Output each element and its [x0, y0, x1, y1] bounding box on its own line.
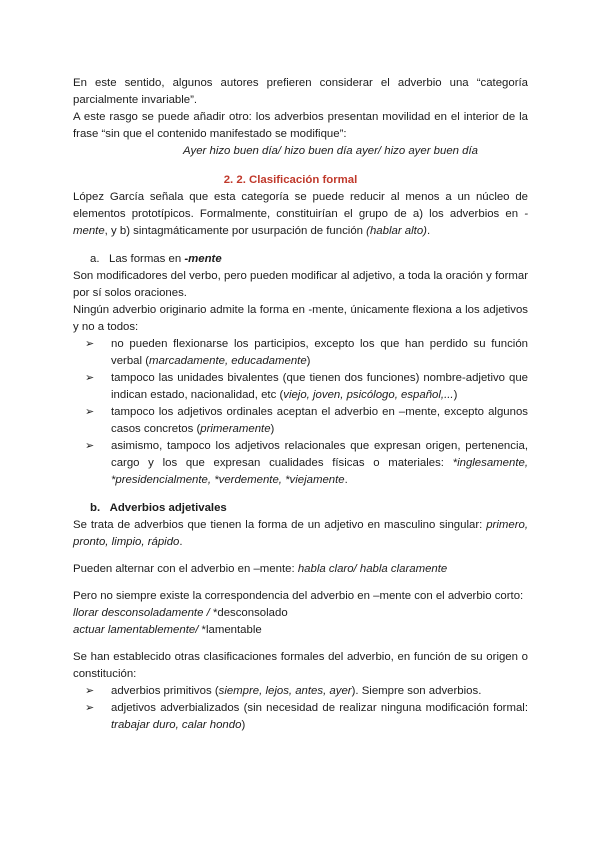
list-item: ➢ no pueden flexionarse los participios, excepto los que han perdido su función verbal (marcadamente, educadamente): [85, 338, 528, 367]
document-body: [73, 75, 528, 734]
list-item: ➢ adjetivos adverbializados (sin necesidad de realizar ninguna modificación formal: trabajar duro, calar hondo): [85, 702, 528, 731]
arrow-bullet-icon: ➢: [85, 406, 95, 418]
list-clasificaciones: [73, 683, 528, 734]
arrow-bullet-icon: ➢: [85, 338, 95, 350]
arrow-bullet-icon: ➢: [85, 440, 95, 452]
paragraph-correspondencia: Pero no siempre existe la correspondencia del adverbio en –mente con el adverbio corto:: [73, 590, 524, 602]
arrow-bullet-icon: ➢: [85, 702, 95, 714]
paragraph-ningun-adverbio: Ningún adverbio originario admite la forma en -mente, únicamente flexiona a los adjetivos y no a todos:: [73, 304, 528, 333]
list-item: ➢ tampoco los adjetivos ordinales aceptan el adverbio en –mente, excepto algunos casos concretos (primeramente): [85, 406, 528, 435]
list-item: ➢ adverbios primitivos (siempre, lejos, antes, ayer). Siempre son adverbios.: [73, 683, 528, 700]
arrow-bullet-icon: ➢: [85, 372, 95, 384]
paragraph-otras-clasificaciones: Se han establecido otras clasificaciones formales del adverbio, en función de su origen o constitución:: [73, 651, 528, 680]
subheading-adverbios-adjetivales: b. Adverbios adjetivales: [90, 502, 227, 514]
subheading-formas-mente: a. Las formas en -mente: [90, 253, 222, 265]
list-restricciones: [73, 336, 528, 489]
list-item: ➢ tampoco las unidades bivalentes (que tienen dos funciones) nombre-adjetivo que indican estado, nacionalidad, etc (viejo, joven, psicólogo, español,...): [85, 372, 528, 401]
arrow-bullet-icon: ➢: [85, 685, 95, 697]
paragraph-modificadores: Son modificadores del verbo, pero pueden modificar al adjetivo, a toda la oración y formar por sí solos oraciones.: [73, 270, 528, 299]
paragraph-movilidad: A este rasgo se puede añadir otro: los adverbios presentan movilidad en el interior de la frase “sin que el contenido manifestado se modifique”:: [73, 111, 528, 140]
example-movilidad: Ayer hizo buen día/ hizo buen día ayer/ hizo ayer buen día: [183, 145, 478, 157]
paragraph-adjetivales: Se trata de adverbios que tienen la forma de un adjetivo en masculino singular: primero, pronto, limpio, rápido.: [73, 519, 528, 548]
list-item: ➢ asimismo, tampoco los adjetivos relacionales que expresan origen, pertenencia, cargo y los que expresan cualidades físicas o materiales: *inglesamente, *presidencialmente, *verdemente, *viejamente.: [85, 440, 528, 486]
paragraph-lopez-garcia: López García señala que esta categoría se puede reducir al menos a un núcleo de elementos prototípicos. Formalmente, constituirían el grupo de a) los adverbios en -mente, y b) sintagmáticamente por usurpación de función (hablar alto).: [73, 191, 528, 237]
paragraph-alternancia: Pueden alternar con el adverbio en –mente: habla claro/ habla claramente: [73, 563, 448, 575]
section-title: 2. 2. Clasificación formal: [223, 174, 358, 186]
paragraph-categoria: En este sentido, algunos autores prefieren considerar el adverbio una “categoría parcialmente invariable”.: [73, 77, 528, 106]
example-actuar: actuar lamentablemente/ *lamentable: [73, 624, 262, 636]
example-llorar: llorar desconsoladamente / *desconsolado: [73, 607, 288, 619]
